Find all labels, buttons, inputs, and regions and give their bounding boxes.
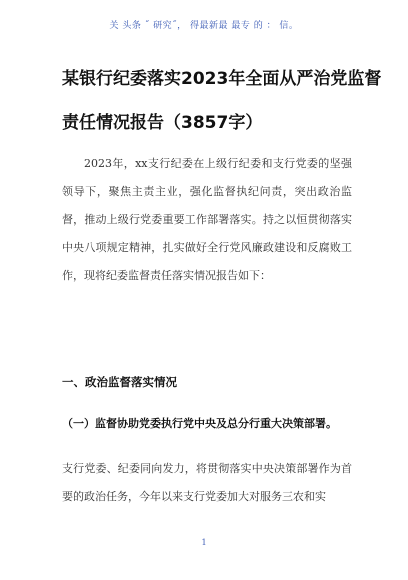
document-title-line-2: 责任情况报告（3857字） <box>62 113 263 133</box>
subsection-paragraph: 支行党委、纪委同向发力，将贯彻落实中央决策部署作为首要的政治任务，今年以来支行党委加大对服务三农和实 <box>62 462 352 503</box>
intro-paragraph: 2023年，xx支行纪委在上级行纪委和支行党委的坚强领导下，聚焦主责主业，强化监督执纪问责，突出政治监督，推动上级行党委重要工作部署落实。持之以恒贯彻落实中央八项规定精神，扎实做好全行党风廉政建设和反腐败工作，现将纪委监督责任落实情况报告如下： <box>62 157 352 282</box>
page-number: 1 <box>201 538 207 547</box>
document-header-banner: 关 头条 ˝ 研究˝， 得最新最 最专 的 ： 信。 <box>109 21 299 31</box>
section-heading-political-supervision: 一、政治监督落实情况 <box>62 375 177 389</box>
subsection-heading-decision-implementation: （一）监督协助党委执行党中央及总分行重大决策部署。 <box>62 417 337 430</box>
document-title-line-1: 某银行纪委落实2023年全面从严治党监督 <box>62 69 382 89</box>
